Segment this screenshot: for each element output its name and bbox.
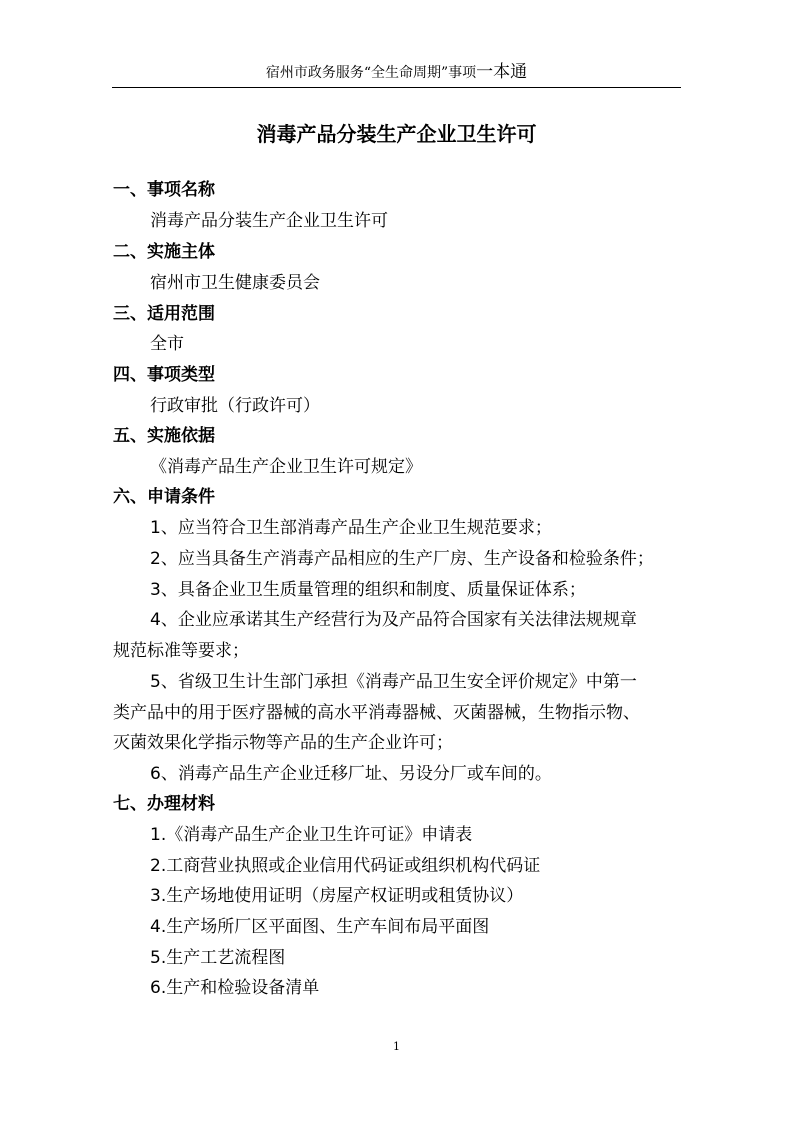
header-rule bbox=[112, 87, 681, 88]
condition-item-5-line-2: 类产品中的用于医疗器械的高水平消毒器械、灭菌器械，生物指示物、 bbox=[113, 703, 640, 723]
section-heading-materials: 七、办理材料 bbox=[113, 794, 215, 814]
section-content-type: 行政审批（行政许可） bbox=[150, 396, 320, 416]
document-title: 消毒产品分装生产企业卫生许可 bbox=[256, 122, 537, 146]
section-content-name: 消毒产品分装生产企业卫生许可 bbox=[150, 211, 388, 231]
section-heading-conditions: 六、申请条件 bbox=[113, 487, 215, 507]
section-heading-subject: 二、实施主体 bbox=[113, 242, 215, 262]
section-content-subject: 宿州市卫生健康委员会 bbox=[150, 273, 320, 293]
condition-item-3: 3、具备企业卫生质量管理的组织和制度、质量保证体系； bbox=[150, 580, 586, 600]
page-number: 1 bbox=[393, 1040, 400, 1053]
condition-item-1: 1、应当符合卫生部消毒产品生产企业卫生规范要求； bbox=[150, 518, 552, 538]
material-item-4: 4.生产场所厂区平面图、生产车间布局平面图 bbox=[150, 917, 490, 937]
material-item-6: 6.生产和检验设备清单 bbox=[150, 978, 320, 998]
condition-item-4-line-1: 4、企业应承诺其生产经营行为及产品符合国家有关法律法规规章 bbox=[150, 610, 637, 630]
section-heading-scope: 三、适用范围 bbox=[113, 304, 215, 324]
material-item-2: 2.工商营业执照或企业信用代码证或组织机构代码证 bbox=[150, 856, 541, 876]
page-header bbox=[0, 62, 793, 83]
condition-item-5-line-1: 5、省级卫生计生部门承担《消毒产品卫生安全评价规定》中第一 bbox=[150, 672, 637, 692]
material-item-3: 3.生产场地使用证明（房屋产权证明或租赁协议） bbox=[150, 886, 524, 906]
condition-item-4-line-2: 规范标准等要求； bbox=[113, 641, 249, 661]
section-content-scope: 全市 bbox=[150, 334, 184, 354]
header-suffix: 一本通 bbox=[476, 62, 528, 82]
condition-item-6: 6、消毒产品生产企业迁移厂址、另设分厂或车间的。 bbox=[150, 764, 552, 784]
condition-item-5-line-3: 灭菌效果化学指示物等产品的生产企业许可； bbox=[113, 733, 453, 753]
material-item-5: 5.生产工艺流程图 bbox=[150, 948, 286, 968]
material-item-1: 1.《消毒产品生产企业卫生许可证》申请表 bbox=[150, 825, 473, 845]
section-heading-type: 四、事项类型 bbox=[113, 365, 215, 385]
section-heading-name: 一、事项名称 bbox=[113, 180, 215, 200]
header-prefix: 宿州市政务服务“全生命周期”事项 bbox=[265, 65, 477, 81]
condition-item-2: 2、应当具备生产消毒产品相应的生产厂房、生产设备和检验条件； bbox=[150, 549, 654, 569]
section-content-basis: 《消毒产品生产企业卫生许可规定》 bbox=[150, 457, 422, 477]
section-heading-basis: 五、实施依据 bbox=[113, 426, 215, 446]
